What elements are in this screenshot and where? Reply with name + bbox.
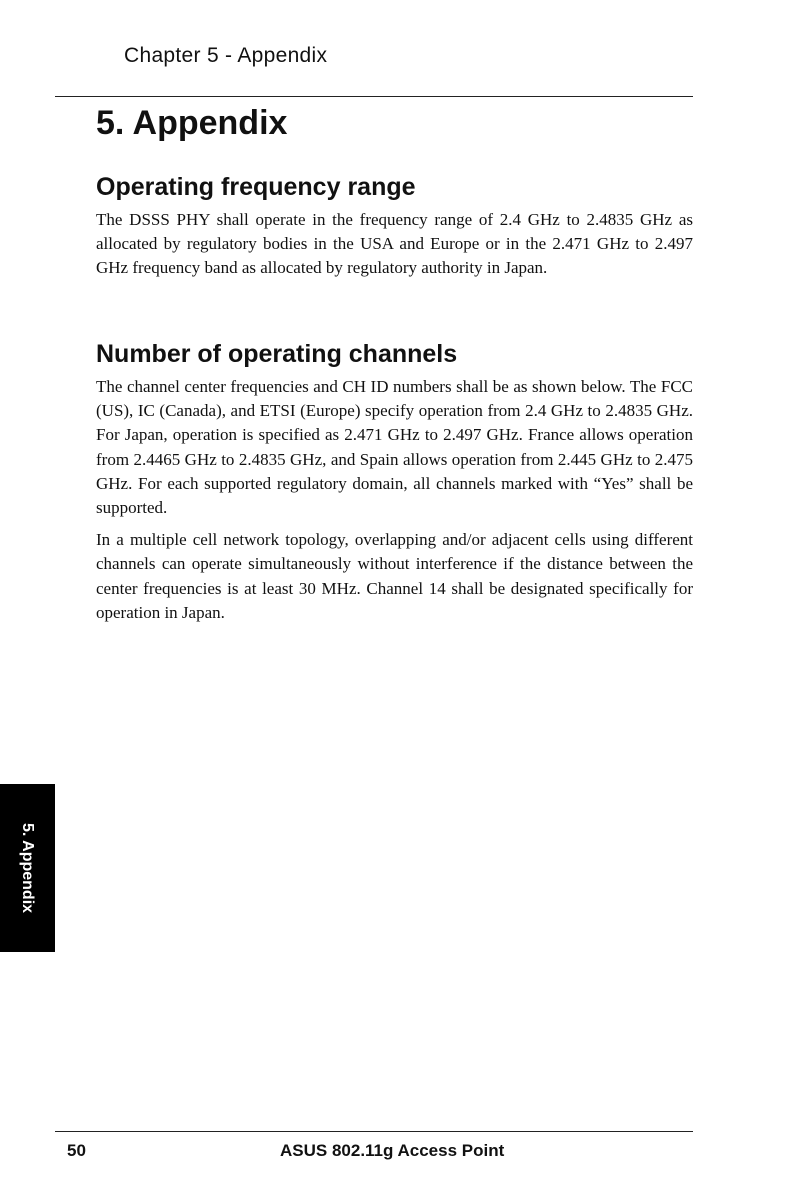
section-operating-frequency-range — [96, 173, 693, 289]
footer-product-title: ASUS 802.11g Access Point — [280, 1141, 505, 1160]
chapter-side-tab-label: 5. Appendix — [19, 822, 36, 914]
chapter-side-tab — [0, 784, 55, 952]
footer-divider — [55, 1131, 693, 1132]
page-title: 5. Appendix — [96, 104, 288, 142]
body-paragraph: The channel center frequencies and CH ID numbers shall be as shown below. The FCC (US), IC (Canada), and ETSI (Europe) specify operation from 2.4 GHz to 2.4835 GHz. For Japan, operation is specified as 2.471 GHz to 2.497 GHz. France allows operation from 2.4465 GHz to 2.4835 GHz, and Spain allows operation from 2.445 GHz to 2.475 GHz. For each supported regulatory domain, all channels marked with “Yes” shall be supported. — [96, 377, 693, 518]
section-heading: Number of operating channels — [96, 340, 458, 368]
running-header-title: Chapter 5 - Appendix — [124, 44, 328, 67]
section-heading: Operating frequency range — [96, 173, 416, 201]
body-paragraph: The DSSS PHY shall operate in the frequency range of 2.4 GHz to 2.4835 GHz as allocated by regulatory bodies in the USA and Europe or in the 2.471 GHz to 2.497 GHz frequency band as allocated by regulatory authority in Japan. — [96, 210, 693, 278]
section-number-of-operating-channels — [96, 340, 693, 633]
page-number: 50 — [67, 1141, 86, 1160]
body-paragraph: In a multiple cell network topology, overlapping and/or adjacent cells using different channels can operate simultaneously without interference if the distance between the center frequencies is at least 30 MHz. Channel 14 shall be designated specifically for operation in Japan. — [96, 530, 693, 622]
header-divider — [55, 96, 693, 97]
